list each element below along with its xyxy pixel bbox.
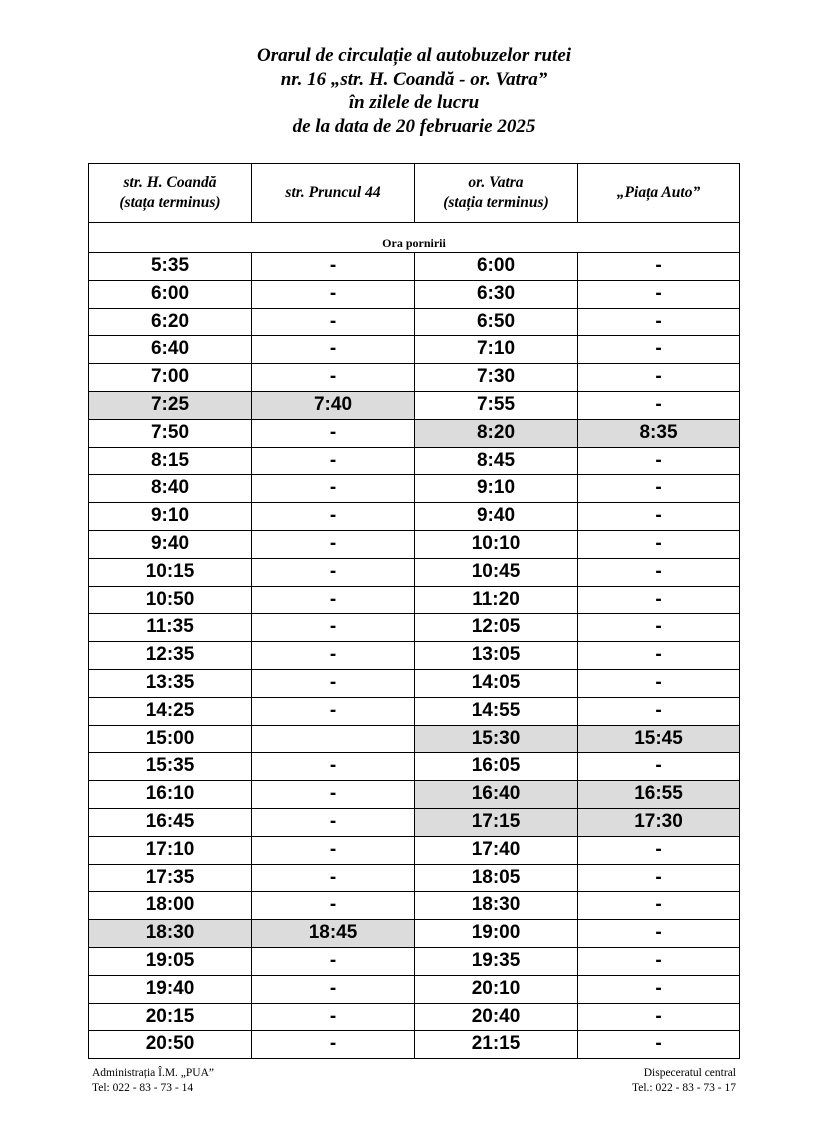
table-row: [89, 892, 740, 920]
time-cell: -: [252, 253, 415, 281]
table-row: [89, 753, 740, 781]
footer-dispatch-phone: Tel.: 022 - 83 - 73 - 17: [632, 1082, 736, 1094]
time-cell: 10:50: [89, 586, 252, 614]
time-cell: -: [252, 280, 415, 308]
time-cell: 15:30: [415, 725, 578, 753]
schedule-table: [88, 163, 740, 1059]
time-cell: -: [578, 920, 740, 948]
time-cell: -: [252, 781, 415, 809]
time-cell: 14:05: [415, 669, 578, 697]
title-line-3: în zilele de lucru: [348, 92, 480, 113]
time-cell: -: [252, 864, 415, 892]
time-cell: 15:45: [578, 725, 740, 753]
time-cell: -: [252, 308, 415, 336]
time-cell: -: [578, 753, 740, 781]
column-header-h-coanda: [89, 164, 252, 223]
time-cell: 18:30: [89, 920, 252, 948]
time-cell: -: [252, 753, 415, 781]
table-row: [89, 920, 740, 948]
time-cell: 10:45: [415, 558, 578, 586]
table-row: [89, 336, 740, 364]
schedule-title: [0, 44, 828, 138]
time-cell: 20:50: [89, 1031, 252, 1059]
column-header-line: „Piața Auto”: [616, 184, 701, 201]
time-cell: 9:40: [415, 503, 578, 531]
footer-dispatch-name: Dispeceratul central: [643, 1067, 736, 1079]
time-cell: 6:50: [415, 308, 578, 336]
time-cell: 15:00: [89, 725, 252, 753]
time-cell: 19:40: [89, 975, 252, 1003]
time-cell: 7:40: [252, 391, 415, 419]
table-row: [89, 725, 740, 753]
table-row: [89, 586, 740, 614]
time-cell: -: [578, 836, 740, 864]
table-row: [89, 475, 740, 503]
time-cell: 6:00: [415, 253, 578, 281]
time-cell: -: [578, 503, 740, 531]
time-cell: 16:55: [578, 781, 740, 809]
table-row: [89, 697, 740, 725]
time-cell: 10:10: [415, 530, 578, 558]
table-header-row: [89, 164, 740, 223]
time-cell: -: [578, 1031, 740, 1059]
time-cell: 7:50: [89, 419, 252, 447]
departure-time-label: Ora pornirii: [89, 223, 740, 253]
column-header-pruncul: [252, 164, 415, 223]
time-cell: -: [578, 1003, 740, 1031]
table-row: [89, 836, 740, 864]
time-cell: -: [578, 614, 740, 642]
table-row: [89, 253, 740, 281]
footer-admin-name: Administrația Î.M. „PUA”: [92, 1067, 215, 1079]
time-cell: 13:05: [415, 642, 578, 670]
table-row: [89, 391, 740, 419]
column-header-line: (stația terminus): [443, 194, 549, 211]
footer-administration: [92, 1066, 214, 1096]
title-line-2: nr. 16 „str. H. Coandă - or. Vatra”: [280, 68, 548, 90]
column-header-line: str. H. Coandă: [123, 174, 217, 191]
column-header-vatra: [415, 164, 578, 223]
time-cell: -: [252, 586, 415, 614]
time-cell: 20:15: [89, 1003, 252, 1031]
time-cell: 16:05: [415, 753, 578, 781]
time-cell: -: [252, 364, 415, 392]
time-cell: -: [578, 892, 740, 920]
time-cell: -: [578, 586, 740, 614]
table-row: [89, 308, 740, 336]
column-header-line: str. Pruncul 44: [285, 184, 381, 201]
column-header-piata-auto: [578, 164, 740, 223]
time-cell: 13:35: [89, 669, 252, 697]
table-row: [89, 975, 740, 1003]
time-cell: 16:40: [415, 781, 578, 809]
time-cell: -: [578, 447, 740, 475]
time-cell: [252, 725, 415, 753]
time-cell: -: [252, 697, 415, 725]
time-cell: -: [252, 947, 415, 975]
time-cell: -: [252, 1003, 415, 1031]
time-cell: 12:05: [415, 614, 578, 642]
time-cell: 8:35: [578, 419, 740, 447]
table-row: [89, 530, 740, 558]
time-cell: 7:25: [89, 391, 252, 419]
time-cell: -: [578, 642, 740, 670]
time-cell: 14:25: [89, 697, 252, 725]
time-cell: 8:20: [415, 419, 578, 447]
time-cell: -: [252, 614, 415, 642]
table-row: [89, 558, 740, 586]
time-cell: -: [252, 447, 415, 475]
time-cell: -: [578, 975, 740, 1003]
table-row: [89, 781, 740, 809]
table-row: [89, 364, 740, 392]
time-cell: -: [578, 475, 740, 503]
time-cell: 16:45: [89, 808, 252, 836]
time-cell: -: [252, 669, 415, 697]
time-cell: -: [578, 308, 740, 336]
time-cell: 9:10: [415, 475, 578, 503]
time-cell: -: [252, 1031, 415, 1059]
time-cell: 6:20: [89, 308, 252, 336]
time-cell: 16:10: [89, 781, 252, 809]
time-cell: -: [578, 947, 740, 975]
time-cell: -: [578, 530, 740, 558]
time-cell: -: [252, 808, 415, 836]
column-header-line: (stața terminus): [119, 194, 221, 211]
table-row: [89, 614, 740, 642]
time-cell: 6:30: [415, 280, 578, 308]
time-cell: -: [252, 836, 415, 864]
table-row: [89, 947, 740, 975]
time-cell: -: [252, 642, 415, 670]
table-row: [89, 864, 740, 892]
time-cell: 8:40: [89, 475, 252, 503]
time-cell: 10:15: [89, 558, 252, 586]
subheader-row: [89, 223, 740, 253]
time-cell: 7:00: [89, 364, 252, 392]
table-row: [89, 419, 740, 447]
time-cell: 18:30: [415, 892, 578, 920]
time-cell: 12:35: [89, 642, 252, 670]
time-cell: -: [578, 669, 740, 697]
time-cell: 7:10: [415, 336, 578, 364]
time-cell: 11:35: [89, 614, 252, 642]
time-cell: 9:10: [89, 503, 252, 531]
time-cell: 17:30: [578, 808, 740, 836]
table-row: [89, 1003, 740, 1031]
footer-admin-phone: Tel: 022 - 83 - 73 - 14: [92, 1082, 194, 1094]
time-cell: 18:00: [89, 892, 252, 920]
time-cell: 18:45: [252, 920, 415, 948]
table-row: [89, 1031, 740, 1059]
time-cell: -: [578, 336, 740, 364]
time-cell: -: [252, 558, 415, 586]
time-cell: -: [578, 864, 740, 892]
title-line-4: de la data de 20 februarie 2025: [292, 115, 536, 137]
time-cell: 20:10: [415, 975, 578, 1003]
footer-dispatch: [632, 1066, 736, 1096]
time-cell: -: [578, 280, 740, 308]
time-cell: 9:40: [89, 530, 252, 558]
time-cell: 17:10: [89, 836, 252, 864]
title-line-1: Orarul de circulație al autobuzelor rutei: [256, 45, 572, 66]
table-row: [89, 447, 740, 475]
table-row: [89, 669, 740, 697]
time-cell: 14:55: [415, 697, 578, 725]
time-cell: 19:35: [415, 947, 578, 975]
time-cell: 17:15: [415, 808, 578, 836]
time-cell: 6:00: [89, 280, 252, 308]
time-cell: -: [578, 558, 740, 586]
time-cell: -: [252, 475, 415, 503]
time-cell: -: [252, 419, 415, 447]
time-cell: -: [252, 892, 415, 920]
time-cell: -: [578, 391, 740, 419]
time-cell: 7:30: [415, 364, 578, 392]
time-cell: 11:20: [415, 586, 578, 614]
time-cell: 6:40: [89, 336, 252, 364]
time-cell: 15:35: [89, 753, 252, 781]
time-cell: 19:05: [89, 947, 252, 975]
time-cell: -: [578, 697, 740, 725]
time-cell: 21:15: [415, 1031, 578, 1059]
time-cell: 19:00: [415, 920, 578, 948]
table-row: [89, 280, 740, 308]
time-cell: -: [252, 975, 415, 1003]
table-row: [89, 808, 740, 836]
time-cell: 17:40: [415, 836, 578, 864]
time-cell: 8:15: [89, 447, 252, 475]
time-cell: -: [578, 364, 740, 392]
column-header-line: or. Vatra: [468, 174, 524, 191]
time-cell: 18:05: [415, 864, 578, 892]
schedule-rows: [89, 253, 740, 1059]
time-cell: 8:45: [415, 447, 578, 475]
time-cell: 20:40: [415, 1003, 578, 1031]
time-cell: 7:55: [415, 391, 578, 419]
table-row: [89, 503, 740, 531]
time-cell: 5:35: [89, 253, 252, 281]
time-cell: -: [252, 530, 415, 558]
time-cell: -: [252, 503, 415, 531]
time-cell: -: [252, 336, 415, 364]
time-cell: -: [578, 253, 740, 281]
table-row: [89, 642, 740, 670]
time-cell: 17:35: [89, 864, 252, 892]
